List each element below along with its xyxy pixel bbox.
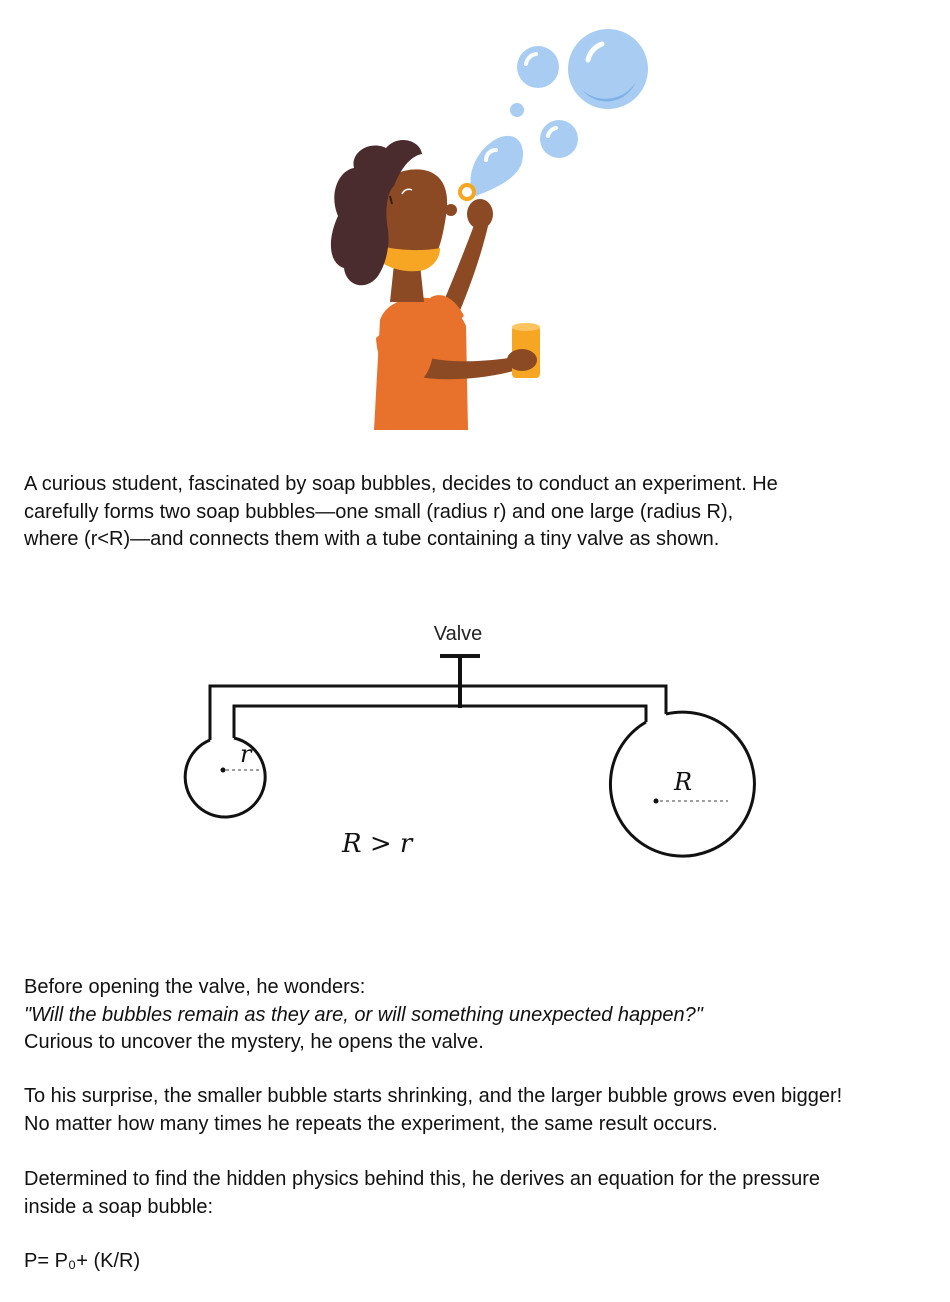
bubbles-group [470, 29, 648, 196]
surprise-line: No matter how many times he repeats the experiment, the same result occurs. [24, 1112, 718, 1135]
two-bubbles-valve-diagram [160, 610, 760, 900]
wonder-quote: "Will the bubbles remain as they are, or will something unexpected happen?" [24, 1003, 703, 1026]
surprise-paragraph [24, 1083, 842, 1138]
derive-paragraph [24, 1166, 820, 1221]
radius-relation-label: R > r [342, 829, 413, 859]
large-bubble-top [568, 29, 648, 109]
intro-line: carefully forms two soap bubbles—one small (radius r) and one large (radius R), [24, 500, 734, 523]
lower-right-bubble [540, 120, 578, 158]
derive-line: inside a soap bubble: [24, 1195, 214, 1218]
equation-text: P= P₀+ (K/R) [24, 1250, 141, 1272]
large-radius-label: R [674, 768, 693, 796]
forming-bubble [470, 136, 523, 196]
tube-outer-wall [210, 686, 666, 740]
small-radius-label: r [240, 740, 252, 768]
bubble-wand-icon [460, 185, 474, 199]
tiny-bubble [510, 103, 524, 117]
wonder-paragraph [24, 974, 703, 1057]
derive-line: Determined to find the hidden physics behind this, he derives an equation for the pressure [24, 1168, 821, 1190]
child-blowing-bubbles-illustration [290, 20, 670, 430]
intro-line: A curious student, fascinated by soap bubbles, decides to conduct an experiment. He [24, 473, 778, 495]
medium-bubble [517, 46, 559, 88]
intro-paragraph [24, 471, 778, 554]
valve-label: Valve [433, 623, 483, 645]
wonder-line: Before opening the valve, he wonders: [24, 976, 366, 998]
small-bubble [185, 738, 265, 817]
intro-line: where (r<R)—and connects them with a tube containing a tiny valve as shown. [24, 528, 720, 550]
wonder-line: Curious to uncover the mystery, he opens the valve. [24, 1031, 484, 1053]
tube-inner-wall [234, 706, 646, 738]
surprise-line: To his surprise, the smaller bubble starts shrinking, and the larger bubble grows even bigger! [24, 1085, 843, 1107]
pressure-equation [24, 1248, 140, 1276]
